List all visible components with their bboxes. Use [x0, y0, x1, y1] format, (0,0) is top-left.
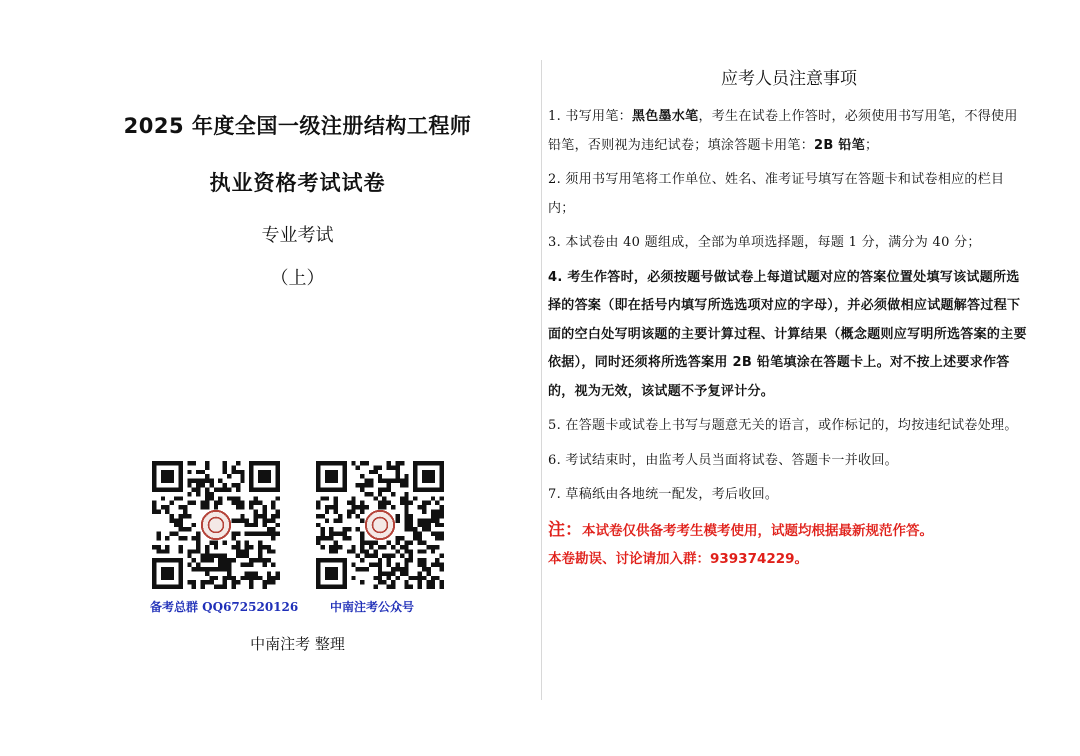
notice-page [548, 60, 1030, 573]
item1-text: 1. 书写用笔： [548, 109, 632, 124]
notice-item-3: 3. 本试卷由 40 题组成，全部为单项选择题，每题 1 分，满分为 40 分； [548, 235, 981, 250]
page-divider [541, 60, 542, 700]
exam-part: （上） [270, 268, 325, 289]
qr-caption-wechat: 中南注考公众号 [330, 600, 415, 614]
exam-title-line1: 2025 年度全国一级注册结构工程师 [123, 114, 472, 138]
note-line-1 [548, 516, 1030, 545]
note-lead: 注： [548, 519, 582, 540]
organizer-credit: 中南注考 整理 [250, 635, 345, 653]
qr-caption-qq-group: 备考总群 QQ672520126 [150, 600, 299, 614]
note-text: 本试卷仅供备考考生模考使用，试题均根据最新规范作答。 [582, 522, 933, 539]
qr-code-icon [152, 461, 280, 589]
notice-item-7: 7. 草稿纸由各地统一配发，考后收回。 [548, 487, 779, 502]
qr-code-graphic [316, 461, 444, 589]
notice-item-6: 6. 考试结束时，由监考人员当面将试卷、答题卡一并收回。 [548, 452, 898, 468]
cover-page [0, 0, 535, 756]
qr-code-icon [316, 461, 444, 589]
exam-subtitle: 专业考试 [261, 225, 334, 246]
qr-code-graphic [152, 461, 280, 589]
notice-item-4: 4. 考生作答时，必须按题号做试卷上每道试题对应的答案位置处填写该试题所选择的答案（即在括号内填写所选选项对应的字母），并必须做相应试题解答过程下面的空白处写明该题的主要计算过程、计算结果（概念题则应写明所选答案的主要依据），同时还须将所选答案用 2B 铅笔填涂在答题卡上。对不按上述要求作答的，视为无效，该试题不予复评计分。 [548, 269, 1027, 399]
item1-end: ； [865, 137, 879, 153]
item1-emphasis-2: 2B 铅笔 [814, 137, 865, 153]
notice-title: 应考人员注意事项 [721, 69, 857, 89]
red-note [548, 516, 1030, 573]
exam-title-line2: 执业资格考试试卷 [209, 171, 386, 195]
note-line-2: 本卷勘误、讨论请加入群：939374229。 [548, 550, 809, 567]
item1-emphasis: 黑色墨水笔 [631, 109, 699, 124]
notice-item-5: 5. 在答题卡或试卷上书写与题意无关的语言，或作标记的，均按违纪试卷处理。 [548, 418, 1018, 433]
notice-item-1 [548, 103, 1030, 160]
item1-text-cont: ，考生在试卷上作答时，必须使用书写用笔，不得使用铅笔，否则视为违纪试卷；填涂答题卡用笔： [548, 109, 1018, 153]
notice-item-2: 2. 须用书写用笔将工作单位、姓名、准考证号填写在答题卡和试卷相应的栏目内； [548, 172, 1005, 216]
